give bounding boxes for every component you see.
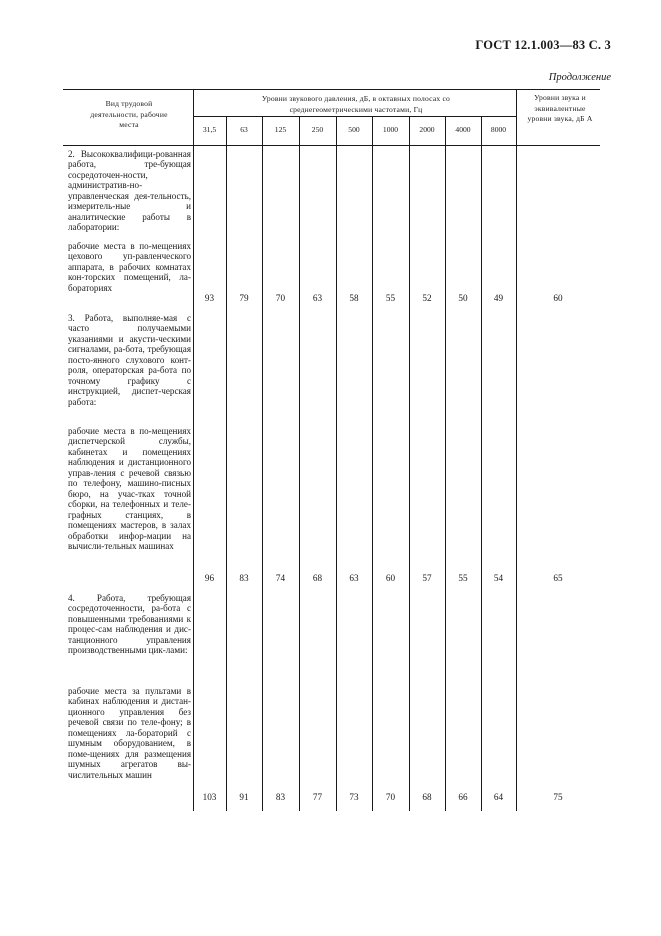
row-2-value-500: 63 (349, 573, 359, 583)
row-2-category-text: 3. Работа, выполняе-мая с часто получаемыми указаниями и акусти-ческими сигналами, ра-бота, требующая посто-янного слухового конт-роля, операторская ра-бота по точному графику с инструкцией, диспет-черская работа: (68, 313, 191, 407)
col-divider-freq-6 (409, 116, 410, 811)
freq-header-divider (193, 116, 516, 117)
row-1-workplace-text: рабочие места в по-мещениях цехового уп-равленческого аппарата, в рабочих комнатах кон-торских помещений, ла-бораториях (68, 241, 191, 293)
row-3-workplace-text: рабочие места за пультами в кабинах наблюдения и дистан-ционного управления без речевой связи по теле-фону; в помещениях ла-бораторий с шумным оборудованием, в поме-щениях для размещения шумных агрегатов вы-числительных машин (68, 686, 191, 780)
row-3-value-2000: 68 (422, 792, 432, 802)
row-1-category-text: 2. Высококвалифици-рованная работа, тре-бующая сосредоточен-ности, административ-но-управленческая дея-тельность, измеритель-ные и аналитические работы в лаборатории: (68, 149, 191, 233)
row-1-value-125: 70 (275, 293, 286, 303)
levels-column-header: Уровни звукового давления, дБ, в октавных полосах со среднегеометрическими частотами, Гц (261, 94, 451, 114)
row-3-value-1000: 70 (385, 792, 396, 802)
row-3-value-500: 73 (349, 792, 359, 802)
row-2-value-2000: 57 (422, 573, 432, 583)
equivalent-column-header: Уровни звука и эквивалентные уровни звука, дБ А (527, 93, 593, 123)
freq-header-500: 500 (348, 125, 360, 134)
row-2-workplace-text: рабочие места в по-мещениях диспетчерской службы, кабинетах и помещениях наблюдения и дистанционного управ-ления с речевой связью по телефону, машино-писных бюро, на учас-тках точной сборки, на телефонных и теле-графных станциях, в помещениях мастеров, в залах обработки инфор-мации на вычисли-тельных машинах (68, 426, 191, 551)
row-2-value-31-5: 96 (204, 573, 215, 583)
row-1-equivalent-value: 60 (553, 293, 563, 303)
freq-header-2000: 2000 (419, 125, 435, 134)
row-3-value-125: 83 (275, 792, 286, 802)
row-2-value-63: 83 (239, 573, 249, 583)
row-2-value-125: 74 (275, 573, 286, 583)
row-1-value-500: 58 (349, 293, 359, 303)
col-divider-freq-3 (299, 116, 300, 811)
row-1-value-250: 63 (312, 293, 323, 303)
row-3-value-63: 91 (239, 792, 249, 802)
row-1-value-31-5: 93 (204, 293, 215, 303)
row-3-equivalent-value: 75 (553, 792, 563, 802)
row-1-value-4000: 50 (458, 293, 468, 303)
col-divider-freq-5 (372, 116, 373, 811)
freq-header-125: 125 (274, 125, 287, 134)
row-3-value-4000: 66 (458, 792, 468, 802)
row-2-value-8000: 54 (493, 573, 504, 583)
continuation-label: Продолжение (548, 72, 611, 83)
freq-header-63: 63 (240, 125, 248, 134)
col-divider-freq-4 (336, 116, 337, 811)
freq-header-8000: 8000 (490, 125, 507, 134)
col-divider-activity (193, 89, 194, 811)
row-2-value-1000: 60 (385, 573, 396, 583)
page-header: ГОСТ 12.1.003—83 С. 3 (475, 38, 611, 52)
row-1-value-2000: 52 (422, 293, 432, 303)
col-divider-freq-1 (226, 116, 227, 811)
col-divider-freq-2 (262, 116, 263, 811)
freq-header-31-5: 31,5 (202, 125, 217, 134)
activity-column-header: Вид трудовой деятельности, рабочие места (90, 99, 168, 129)
row-2-value-250: 68 (312, 573, 323, 583)
col-divider-freq-7 (445, 116, 446, 811)
row-2-value-4000: 55 (458, 573, 468, 583)
freq-header-4000: 4000 (455, 125, 471, 134)
noise-levels-table (63, 89, 600, 811)
header-bottom-border (63, 145, 600, 146)
col-divider-freq-8 (481, 116, 482, 811)
row-3-value-31-5: 103 (202, 792, 217, 802)
freq-header-1000: 1000 (382, 125, 399, 134)
row-1-value-63: 79 (239, 293, 249, 303)
row-3-value-8000: 64 (493, 792, 504, 802)
row-3-value-250: 77 (312, 792, 323, 802)
row-2-equivalent-value: 65 (553, 573, 563, 583)
row-3-category-text: 4. Работа, требующая сосредоточенности, ра-бота с повышенными требованиями к процес-сам наблюдения и дис-танционного управления производственными цик-лами: (68, 593, 191, 656)
row-1-value-8000: 49 (493, 293, 504, 303)
table-top-border (63, 89, 600, 90)
col-divider-equivalent (516, 89, 517, 811)
row-1-value-1000: 55 (385, 293, 396, 303)
freq-header-250: 250 (311, 125, 324, 134)
